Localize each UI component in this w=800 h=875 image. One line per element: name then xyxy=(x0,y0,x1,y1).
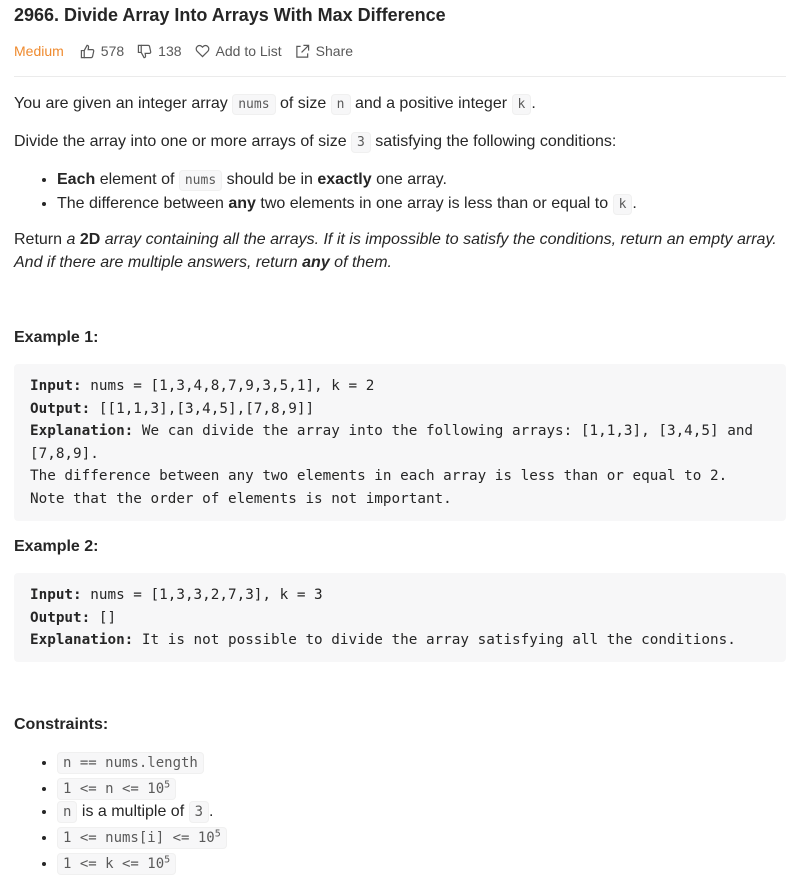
input-label: Input: xyxy=(30,587,82,603)
share-icon xyxy=(295,44,310,59)
inline-code: nums xyxy=(179,170,222,191)
text: element of xyxy=(95,171,179,188)
constraints-heading: Constraints: xyxy=(14,716,109,733)
example-input-line xyxy=(30,584,770,607)
text: Divide the array into one or more arrays of size xyxy=(14,133,352,150)
dislike-count: 138 xyxy=(158,43,182,59)
italic-text: a xyxy=(66,231,80,248)
header-divider xyxy=(14,76,786,77)
italic-text: And if there are multiple answers, return xyxy=(14,254,303,271)
bold-text: 2D xyxy=(79,231,101,248)
superscript: 5 xyxy=(164,854,171,866)
example-1-block xyxy=(14,364,786,521)
problem-meta-bar xyxy=(14,41,366,61)
explanation-label: Explanation: xyxy=(30,423,134,439)
add-to-list-label: Add to List xyxy=(215,43,282,59)
heart-icon xyxy=(195,44,210,58)
return-paragraph-line-2 xyxy=(14,252,392,274)
inline-code: k xyxy=(613,194,633,215)
bold-text: any xyxy=(228,194,256,212)
text: The difference between xyxy=(57,194,229,212)
output-label: Output: xyxy=(30,400,91,417)
bold-text: any xyxy=(302,254,330,271)
return-paragraph-line-1 xyxy=(14,229,777,251)
explanation-text: The difference between any two elements in each array is less than or equal to 2. xyxy=(30,468,728,484)
italic-text: of them. xyxy=(329,254,392,271)
example-output-line xyxy=(30,607,770,630)
text: satisfying the following conditions: xyxy=(370,133,617,150)
list-item xyxy=(57,752,227,775)
constraints-list xyxy=(40,752,227,875)
example-output-line xyxy=(30,398,770,421)
text: . xyxy=(632,194,637,212)
explanation-label: Explanation: xyxy=(30,632,134,648)
list-item xyxy=(57,775,227,801)
inline-code: 3 xyxy=(351,132,371,153)
superscript: 5 xyxy=(214,828,221,840)
inline-code: n xyxy=(57,801,77,823)
add-to-list-button[interactable] xyxy=(195,43,282,59)
input-label: Input: xyxy=(30,378,82,394)
list-item xyxy=(57,823,227,849)
bold-text: Each xyxy=(57,171,96,188)
output-label: Output: xyxy=(30,609,91,626)
conditions-list xyxy=(40,169,637,216)
text: . xyxy=(531,95,536,112)
example-1-heading: Example 1: xyxy=(14,329,99,346)
list-item xyxy=(57,801,227,824)
share-button[interactable] xyxy=(295,43,353,59)
list-item xyxy=(57,849,227,875)
inline-code: k xyxy=(512,94,532,115)
thumbs-up-icon xyxy=(80,44,95,59)
code-text: 1 <= n <= 10 xyxy=(63,781,165,798)
description-paragraph-2 xyxy=(14,131,616,154)
text: two elements in one array is less than or equal to xyxy=(255,194,613,212)
text: one array. xyxy=(371,171,447,188)
example-explanation-line xyxy=(30,420,770,443)
like-count: 578 xyxy=(100,43,125,59)
inline-code: nums xyxy=(232,94,275,115)
inline-code: n xyxy=(331,94,351,115)
text: of size xyxy=(275,95,331,112)
italic-text: array containing all the arrays. If it is impossible to satisfy the conditions, return an empty array. xyxy=(100,231,777,248)
explanation-text: Note that the order of elements is not important. xyxy=(30,490,452,507)
list-item xyxy=(57,169,637,193)
superscript: 5 xyxy=(164,779,171,791)
list-item xyxy=(57,193,637,217)
input-value: nums = [1,3,4,8,7,9,3,5,1], k = 2 xyxy=(81,378,375,394)
input-value: nums = [1,3,3,2,7,3], k = 3 xyxy=(81,587,323,603)
inline-code: 3 xyxy=(189,801,209,823)
thumbs-down-icon xyxy=(137,44,152,59)
example-2-block xyxy=(14,573,786,662)
explanation-text: It is not possible to divide the array satisfying all the conditions. xyxy=(133,632,736,648)
text: Return xyxy=(14,231,67,248)
explanation-text: [7,8,9]. xyxy=(30,445,99,462)
example-2-heading: Example 2: xyxy=(14,538,99,555)
problem-title: 2966. Divide Array Into Arrays With Max Difference xyxy=(14,5,446,25)
bold-text: exactly xyxy=(317,171,372,188)
inline-code: n == nums.length xyxy=(57,752,204,774)
text: . xyxy=(209,802,214,820)
like-button[interactable] xyxy=(80,43,124,59)
code-text: 1 <= nums[i] <= 10 xyxy=(63,829,215,846)
output-value: [[1,1,3],[3,4,5],[7,8,9]] xyxy=(90,400,315,417)
output-value: [] xyxy=(90,609,117,626)
example-input-line xyxy=(30,375,770,398)
difficulty-badge: Medium xyxy=(14,43,64,59)
text: You are given an integer array xyxy=(14,95,233,112)
example-explanation-line xyxy=(30,629,770,652)
description-paragraph-1 xyxy=(14,93,536,116)
inline-code xyxy=(57,827,227,849)
share-label: Share xyxy=(315,43,354,59)
code-text: 1 <= k <= 10 xyxy=(63,855,165,872)
dislike-button[interactable] xyxy=(137,43,181,59)
text: should be in xyxy=(222,171,318,188)
explanation-text: We can divide the array into the following arrays: [1,1,3], [3,4,5] and xyxy=(133,423,754,439)
text: is a multiple of xyxy=(77,802,189,820)
text: and a positive integer xyxy=(350,95,512,112)
inline-code xyxy=(57,778,176,800)
